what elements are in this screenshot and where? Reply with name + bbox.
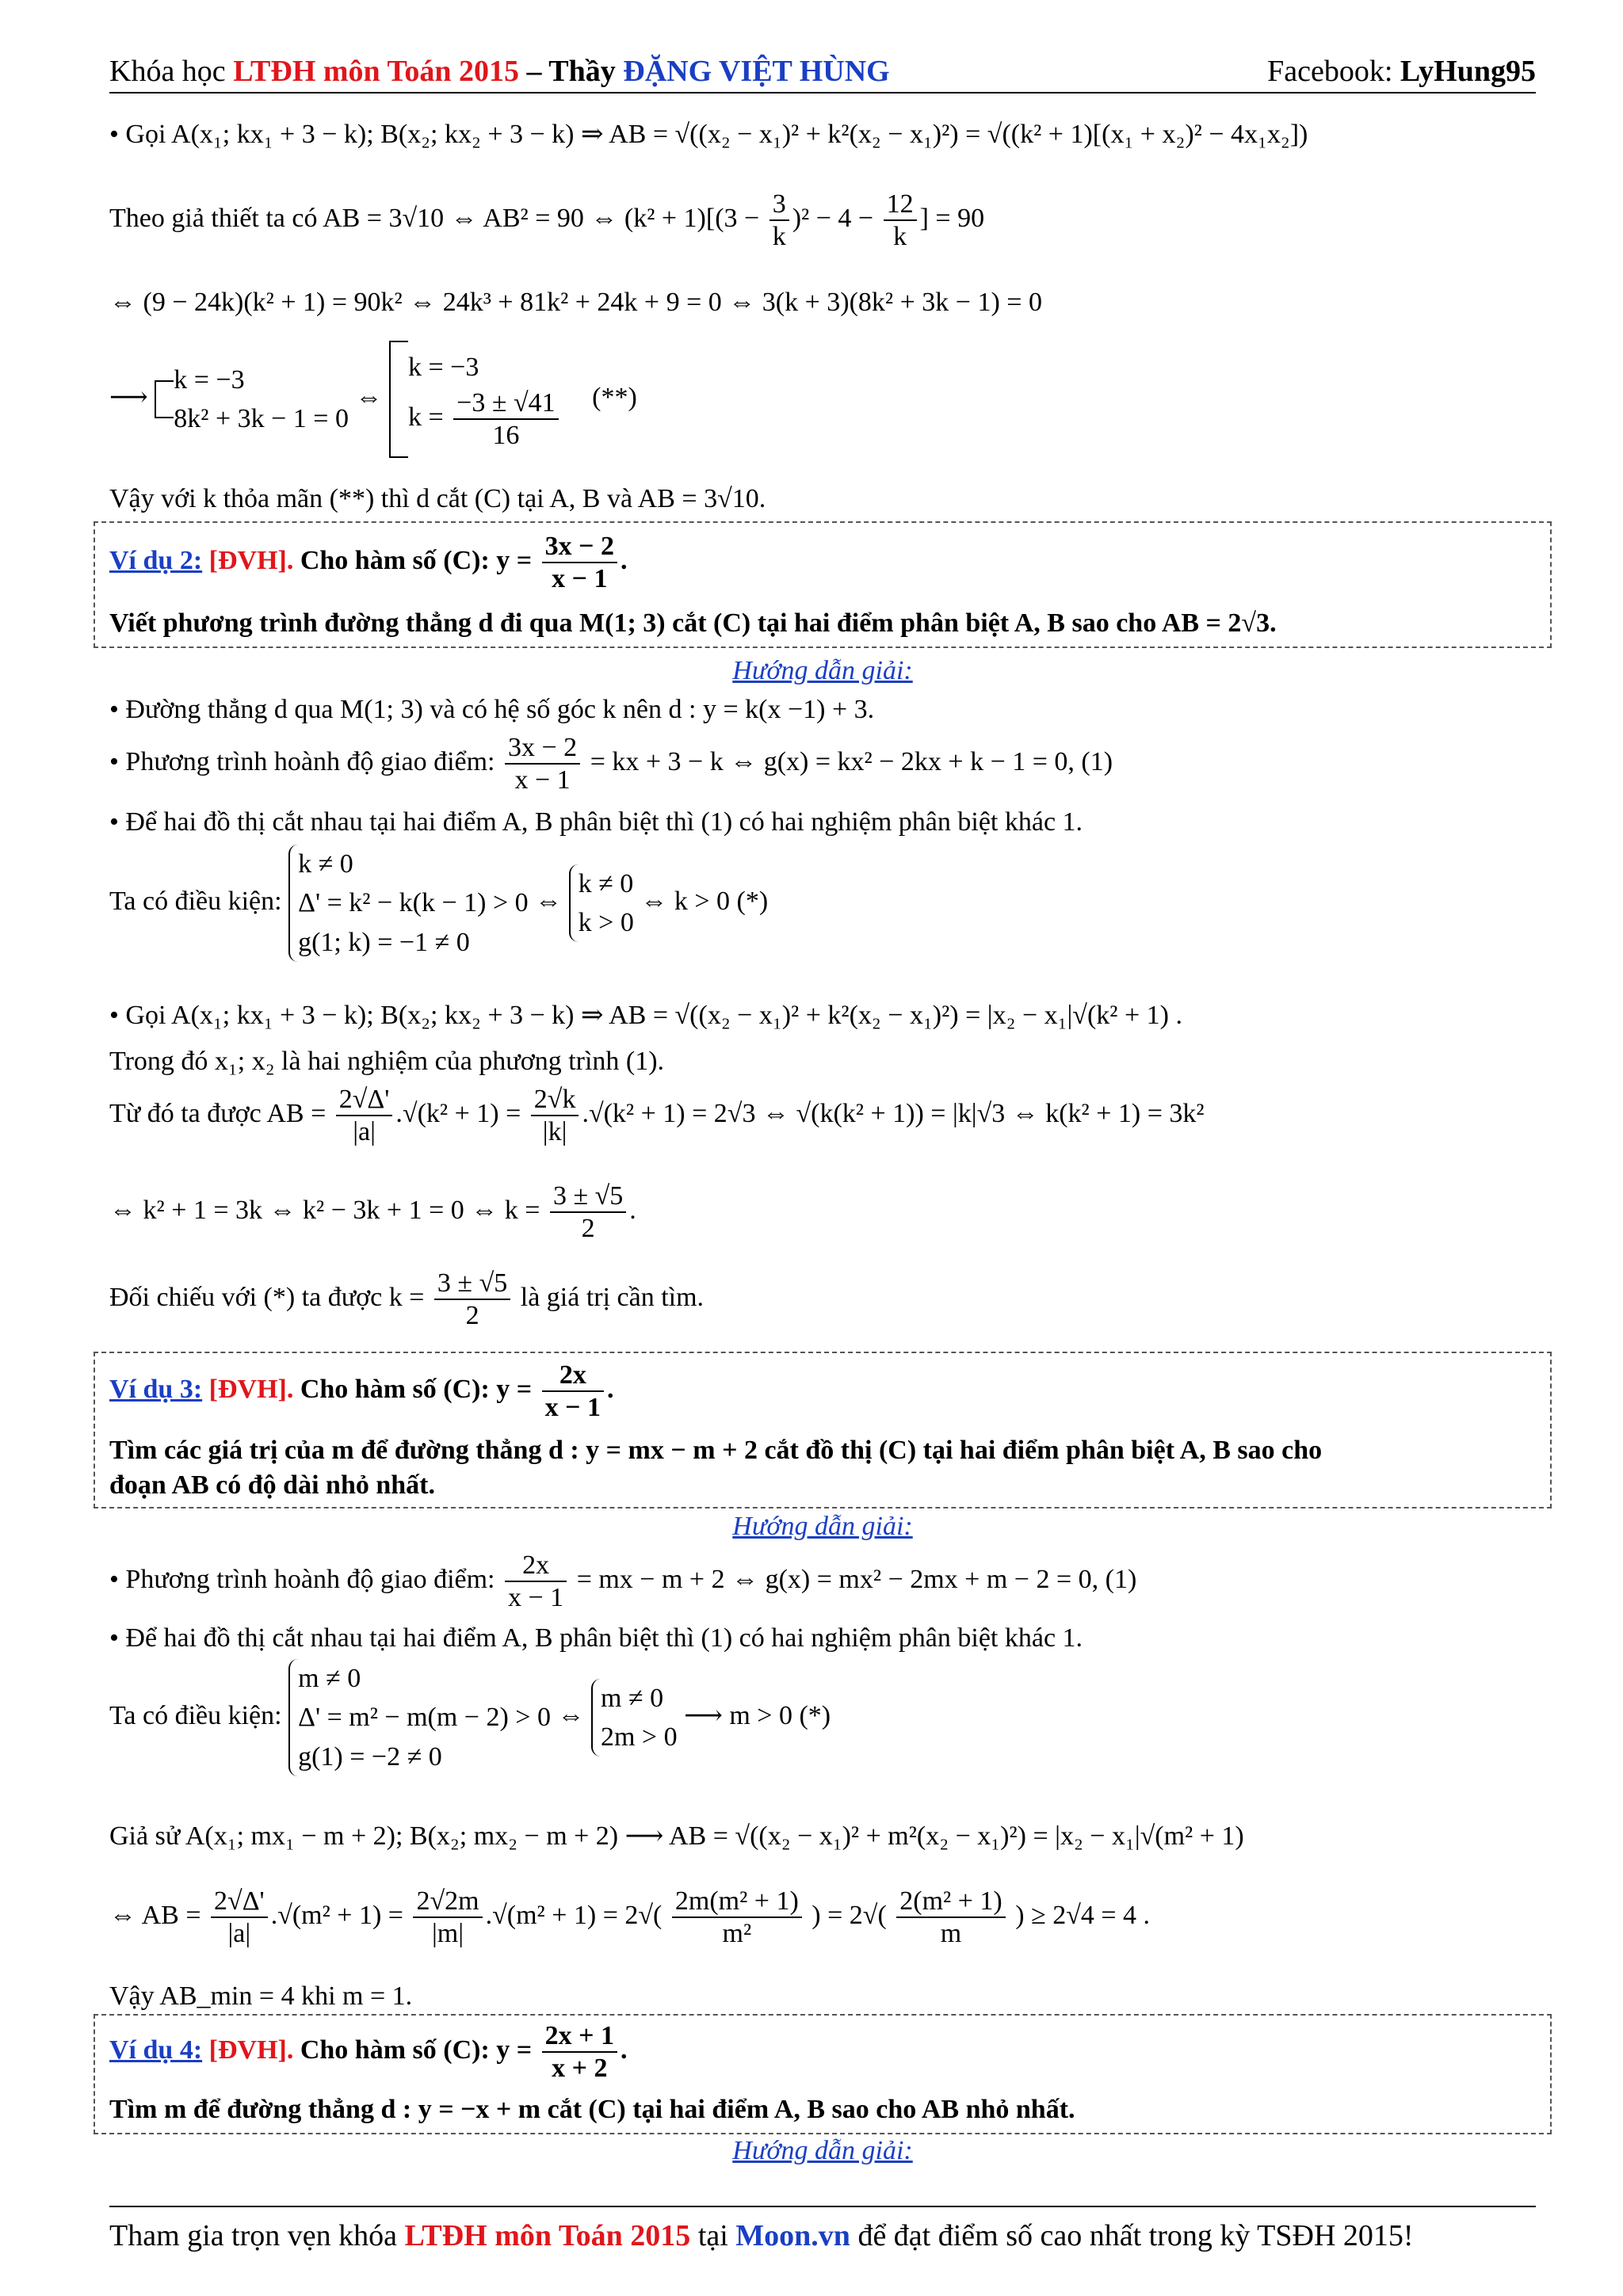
frac-num: 2√Δ' xyxy=(211,1886,268,1918)
example-2-box xyxy=(94,521,1552,648)
page-footer xyxy=(109,2206,1536,2253)
ex2-step-1: • Đường thẳng d qua M(1; 3) và có hệ số góc k nên d : y = k(x −1) + 3. xyxy=(109,695,875,724)
frac-num: 2m(m² + 1) xyxy=(672,1886,802,1918)
example-tag: [ĐVH]. xyxy=(208,1374,294,1404)
example-function xyxy=(542,531,617,594)
frac-num: 3 ± √5 xyxy=(434,1268,510,1300)
p1-system-2 xyxy=(408,348,562,450)
frac-den: m xyxy=(940,1919,962,1949)
header-facebook xyxy=(1267,54,1536,89)
ex2-s8-frac xyxy=(434,1268,510,1331)
sys-row: k > 0 xyxy=(578,907,634,937)
frac-den: |k| xyxy=(542,1117,567,1147)
frac-num: 2x + 1 xyxy=(542,2020,617,2053)
example-3-task-line-1: Tìm các giá trị của m để đường thẳng d : y = mx − m + 2 cắt đồ thị (C) tại hai điểm phân biệt A, B sao cho xyxy=(109,1436,1323,1465)
frac-num: 2√Δ' xyxy=(336,1084,393,1116)
ex3-step-1 xyxy=(109,1550,1136,1613)
bracket-left xyxy=(389,341,408,458)
ex3-step-4 xyxy=(109,1886,1150,1949)
equiv-symbol: ⇔ xyxy=(550,1700,591,1730)
footer-mid: tại xyxy=(690,2219,736,2252)
sys-row: 2m > 0 xyxy=(600,1722,678,1752)
example-2-guide-heading: Hướng dẫn giải: xyxy=(732,656,913,685)
header-course-title xyxy=(109,54,890,89)
step-mid: .√(k² + 1) = xyxy=(395,1098,528,1128)
ex2-s6-frac2 xyxy=(531,1084,579,1147)
ex2-step-5: Trong đó x₁; x₂ là hai nghiệm của phương trình (1). xyxy=(109,1047,665,1076)
frac-den: 2 xyxy=(581,1214,595,1244)
ex3-step-5: Vậy AB_min = 4 khi m = 1. xyxy=(109,1981,413,2011)
step-post: .√(k² + 1) = 2√3 ⇔ √(k(k² + 1)) = |k|√3 ⇔ k(k² + 1) = 3k² xyxy=(582,1098,1205,1128)
header-facebook-handle: LyHung95 xyxy=(1400,55,1536,88)
ex3-conditions xyxy=(109,1659,831,1776)
ex2-step-4: • Gọi A(x₁; kx₁ + 3 − k); B(x₂; kx₂ + 3 − k) ⇒ AB = √((x₂ − x₁)² + k²(x₂ − x₁)²) = |x₂ − x₁|√(k² + 1) . xyxy=(109,1001,1182,1030)
p1-line-4 xyxy=(109,341,637,458)
frac-num: −3 ± √41 xyxy=(453,387,559,420)
sys-row: Δ' = k² − k(k − 1) > 0 xyxy=(298,888,529,918)
frac-den: |m| xyxy=(432,1919,464,1949)
sys-row: k ≠ 0 xyxy=(578,868,634,898)
ex2-s7-frac xyxy=(550,1180,626,1244)
frac-num: 2√2m xyxy=(413,1886,482,1918)
p1-system-1 xyxy=(174,360,349,439)
equiv-symbol: ⇔ xyxy=(355,382,383,412)
example-4-header: Ví dụ 4: [ĐVH]. Cho hàm số (C): y = $\frac{2x + 1}{x + 2}$ . xyxy=(109,2021,628,2084)
header-mid: – Thầy xyxy=(518,55,624,88)
ex3-step-2: • Để hai đồ thị cắt nhau tại hai điểm A, B phân biệt thì (1) có hai nghiệm phân biệt khác 1. xyxy=(109,1623,1083,1653)
example-intro: Cho hàm số (C): y = xyxy=(293,545,539,575)
header-teacher: ĐẶNG VIỆT HÙNG xyxy=(623,55,890,88)
cond-result: ⇔ k > 0 (*) xyxy=(633,886,769,916)
p1-l2-pre: Theo giả thiết ta có AB = 3√10 ⇔ AB² = 90 ⇔ (k² + 1)[(3 − xyxy=(109,203,766,233)
cond-label: Ta có điều kiện: xyxy=(109,1700,289,1730)
footer-pre: Tham gia trọn vẹn khóa xyxy=(109,2219,405,2252)
p1-line-1: • Gọi A(x₁; kx₁ + 3 − k); B(x₂; kx₂ + 3 − k) ⇒ AB = √((x₂ − x₁)² + k²(x₂ − x₁)²) = √((k² + 1)[(x₁ + x₂)² − 4x₁x₂]) xyxy=(109,120,1308,149)
frac-den: x − 1 xyxy=(552,564,608,594)
step-pre: • Phương trình hoành độ giao điểm: xyxy=(109,1564,502,1594)
arrow-icon: ⟶ xyxy=(109,382,148,412)
example-label: Ví dụ 4: xyxy=(109,2035,203,2065)
example-4-task: Tìm m để đường thẳng d : y = −x + m cắt (C) tại hai điểm A, B sao cho AB nhỏ nhất. xyxy=(109,2095,1075,2124)
step-post: = mx − m + 2 ⇔ g(x) = mx² − 2mx + m − 2 = 0, (1) xyxy=(570,1564,1137,1594)
sys-row: m ≠ 0 xyxy=(600,1683,664,1713)
example-tag: [ĐVH]. xyxy=(208,545,294,575)
p1-line-2 xyxy=(109,189,984,252)
ex2-step-8 xyxy=(109,1268,704,1331)
ex2-conditions xyxy=(109,845,768,962)
frac-den: x − 1 xyxy=(514,765,571,795)
p1-l2-frac1 xyxy=(769,189,789,252)
frac-den: 2 xyxy=(465,1301,479,1331)
equiv-symbol: ⇔ xyxy=(528,886,569,916)
page-header xyxy=(109,49,1536,93)
frac-den: k xyxy=(772,222,786,252)
brace-system-1 xyxy=(288,1659,551,1776)
ex3-s4-frac2 xyxy=(413,1886,482,1949)
step-pre: ⇔ k² + 1 = 3k ⇔ k² − 3k + 1 = 0 ⇔ k = xyxy=(109,1195,547,1225)
footer-site-link[interactable]: Moon.vn xyxy=(735,2219,850,2252)
frac-den: 16 xyxy=(492,420,520,450)
frac-den: x − 1 xyxy=(508,1583,564,1613)
ex2-step-6 xyxy=(109,1084,1205,1147)
step-pre: • Phương trình hoành độ giao điểm: xyxy=(109,746,502,776)
example-3-box xyxy=(94,1352,1552,1508)
example-label: Ví dụ 3: xyxy=(109,1374,203,1404)
frac-num: 3 ± √5 xyxy=(550,1180,626,1213)
step-mid: .√(m² + 1) = xyxy=(270,1900,411,1930)
cond-result: ⟶ m > 0 (*) xyxy=(677,1700,831,1730)
frac-num: 2x xyxy=(542,1360,604,1392)
example-3-header: Ví dụ 3: [ĐVH]. Cho hàm số (C): y = $\frac{2x}{x - 1}$ . xyxy=(109,1360,614,1423)
ex3-s4-frac1 xyxy=(211,1886,268,1949)
frac-num: 12 xyxy=(884,189,917,221)
header-prefix: Khóa học xyxy=(109,55,234,88)
sys-row xyxy=(408,387,562,451)
step-post: = kx + 3 − k ⇔ g(x) = kx² − 2kx + k − 1 = 0, (1) xyxy=(583,746,1113,776)
example-3-task-line-2: đoạn AB có độ dài nhỏ nhất. xyxy=(109,1470,435,1500)
ex2-step-3: • Để hai đồ thị cắt nhau tại hai điểm A, B phân biệt thì (1) có hai nghiệm phân biệt khác 1. xyxy=(109,807,1083,837)
header-facebook-label: Facebook: xyxy=(1267,55,1400,88)
frac-den: k xyxy=(893,222,907,252)
sys-row: k ≠ 0 xyxy=(298,849,353,879)
example-2-task: Viết phương trình đường thẳng d đi qua M(1; 3) cắt (C) tại hai điểm phân biệt A, B sao cho AB = 2√3. xyxy=(109,608,1277,638)
frac-num: 2√k xyxy=(531,1084,579,1116)
p1-conclusion: Vậy với k thỏa mãn (**) thì d cắt (C) tại A, B và AB = 3√10. xyxy=(109,484,766,513)
frac-den: x − 1 xyxy=(544,1393,601,1423)
sys-row: 8k² + 3k − 1 = 0 xyxy=(174,404,349,433)
frac-den: m² xyxy=(722,1919,752,1949)
example-tag: [ĐVH]. xyxy=(208,2035,294,2065)
frac-num: 3x − 2 xyxy=(505,732,580,765)
brace-system-2 xyxy=(569,864,634,943)
ex2-s2-frac xyxy=(505,732,580,795)
example-2-header: Ví dụ 2: [ĐVH]. Cho hàm số (C): y = $\frac{3x - 2}{x - 1}$ . xyxy=(109,532,628,594)
step-pre: ⇔ AB = xyxy=(109,1900,208,1930)
step-pre: Đối chiếu với (*) ta được k = xyxy=(109,1282,431,1312)
ex2-s6-frac1 xyxy=(336,1084,393,1147)
sys-row: k = −3 xyxy=(407,353,479,383)
frac-num: 2(m² + 1) xyxy=(896,1886,1005,1918)
brace-system-2 xyxy=(591,1679,678,1757)
step-post: . xyxy=(629,1195,636,1225)
ex3-s4-frac3 xyxy=(672,1886,802,1949)
ex2-step-7 xyxy=(109,1180,636,1244)
frac-den: x + 2 xyxy=(552,2054,608,2084)
example-label: Ví dụ 2: xyxy=(109,545,203,575)
step-pre: Từ đó ta được AB = xyxy=(109,1098,333,1128)
example-4-guide-heading: Hướng dẫn giải: xyxy=(732,2136,913,2165)
example-4-box xyxy=(94,2014,1552,2134)
footer-post: để đạt điểm số cao nhất trong kỳ TSĐH 2015! xyxy=(850,2219,1414,2252)
frac-num: 3 xyxy=(769,189,789,221)
example-intro: Cho hàm số (C): y = xyxy=(293,2035,539,2065)
example-3-guide-heading: Hướng dẫn giải: xyxy=(732,1512,913,1541)
p1-sys-frac xyxy=(453,387,559,451)
example-function xyxy=(542,1360,604,1423)
p1-l2-frac2 xyxy=(884,189,917,252)
p1-l2-mid: )² − 4 − xyxy=(792,203,880,233)
step-post: ) ≥ 2√4 = 4 . xyxy=(1008,1900,1151,1930)
step-mid: ) = 2√( xyxy=(804,1900,894,1930)
footer-course: LTĐH môn Toán 2015 xyxy=(404,2219,691,2252)
sys-row: g(1; k) = −1 ≠ 0 xyxy=(298,927,470,957)
brace-system-1 xyxy=(288,845,529,962)
frac-den: |a| xyxy=(353,1117,376,1147)
example-function xyxy=(542,2020,617,2084)
frac-num: 2x xyxy=(505,1550,567,1582)
frac-den: |a| xyxy=(227,1919,251,1949)
p1-line-3: ⇔ (9 − 24k)(k² + 1) = 90k² ⇔ 24k³ + 81k² + 24k + 9 = 0 ⇔ 3(k + 3)(8k² + 3k − 1) = 0 xyxy=(109,288,1042,317)
ex2-step-2 xyxy=(109,732,1113,795)
equation-tag: (**) xyxy=(592,382,637,412)
step-post: là giá trị cần tìm. xyxy=(514,1282,705,1312)
frac-num: 3x − 2 xyxy=(542,531,617,563)
bracket-left xyxy=(155,380,174,419)
sys-row: k = −3 xyxy=(174,364,245,395)
p1-l2-post: ] = 90 xyxy=(919,203,985,233)
sys-row: g(1) = −2 ≠ 0 xyxy=(298,1741,442,1772)
sys-row: m ≠ 0 xyxy=(298,1664,361,1693)
header-course: LTĐH môn Toán 2015 xyxy=(233,55,519,88)
sys-row: Δ' = m² − m(m − 2) > 0 xyxy=(298,1703,551,1733)
ex3-step-3: Giả sử A(x₁; mx₁ − m + 2); B(x₂; mx₂ − m + 2) ⟶ AB = √((x₂ − x₁)² + m²(x₂ − x₁)²) = |x₂ − x₁|√(m² + 1) xyxy=(109,1821,1244,1851)
cond-label: Ta có điều kiện: xyxy=(109,886,289,916)
sys-pre: k = xyxy=(407,402,451,432)
step-mid: .√(m² + 1) = 2√( xyxy=(485,1900,669,1930)
ex3-s4-frac4 xyxy=(896,1886,1005,1949)
example-intro: Cho hàm số (C): y = xyxy=(293,1374,539,1404)
ex3-s1-frac xyxy=(505,1550,567,1613)
